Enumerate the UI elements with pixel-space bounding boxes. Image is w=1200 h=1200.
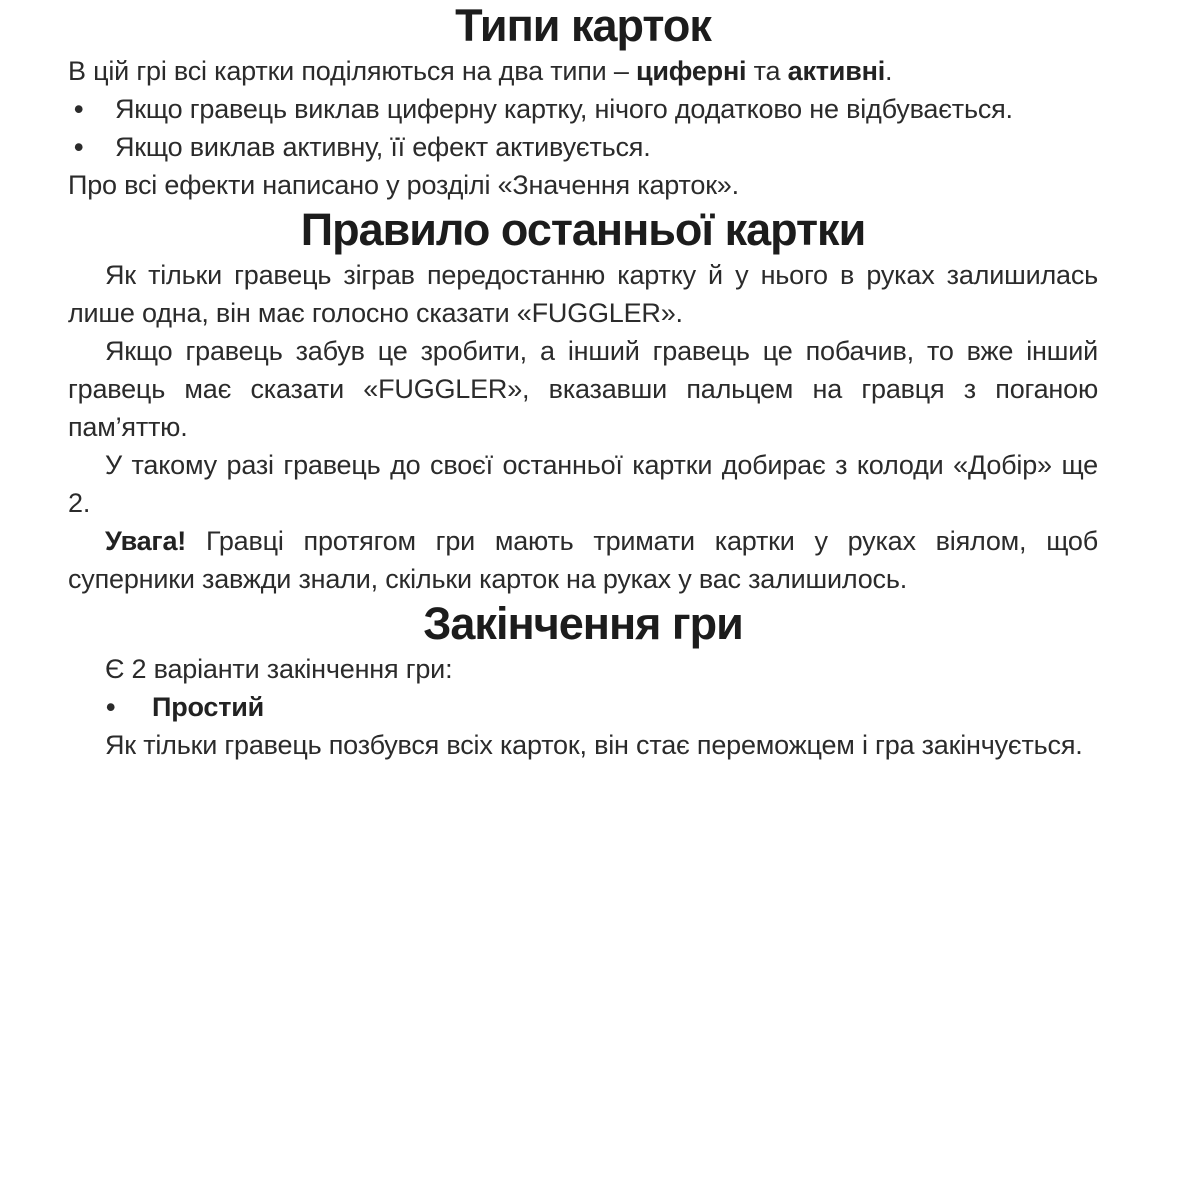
option-simple-label: Простий bbox=[152, 692, 265, 722]
game-end-lead-in: Є 2 варіанти закінчення гри: bbox=[105, 654, 453, 684]
section-title-game-end: Закінчення гри bbox=[423, 598, 743, 649]
bullet-icon: • bbox=[106, 692, 116, 722]
last-card-paragraph-3: У такому разі гравець до своєї останньої картки добирає з колоди «Добір» ще 2. bbox=[68, 450, 1098, 518]
section-title-last-card-rule: Правило останньої картки bbox=[300, 204, 866, 255]
last-card-paragraph-1: Як тільки гравець зіграв передостанню картку й у нього в руках залишилась лише одна, він має голосно сказати «FUGGLER». bbox=[68, 260, 1098, 328]
bullet-icon: • bbox=[74, 132, 84, 162]
attention-label: Увага! bbox=[105, 526, 187, 556]
intro-suffix: . bbox=[885, 56, 893, 86]
bullet-text-active-card: Якщо виклав активну, її ефект активується. bbox=[115, 132, 651, 162]
list-item bbox=[68, 90, 1098, 128]
card-type-numeric-term: циферні bbox=[635, 56, 747, 86]
last-card-paragraph-2: Якщо гравець забув це зробити, а інший гравець це побачив, то вже інший гравець має сказати «FUGGLER», вказавши пальцем на гравця з поганою пам’яттю. bbox=[68, 336, 1098, 442]
game-end-body: Як тільки гравець позбувся всіх карток, він стає переможцем і гра закінчується. bbox=[105, 730, 1083, 760]
card-types-outro: Про всі ефекти написано у розділі «Значення карток». bbox=[68, 170, 739, 200]
list-item bbox=[68, 128, 1098, 166]
intro-text-prefix: В цій грі всі картки поділяються на два типи – bbox=[68, 56, 636, 86]
game-end-option-simple bbox=[68, 688, 1098, 726]
card-types-intro bbox=[68, 52, 1098, 90]
card-types-bullet-list bbox=[68, 90, 1098, 166]
attention-note bbox=[68, 522, 1098, 598]
section-title-card-types: Типи карток bbox=[455, 0, 711, 51]
bullet-icon: • bbox=[74, 94, 84, 124]
attention-text: Гравці протягом гри мають тримати картки у руках віялом, щоб суперники завжди знали, скільки карток на руках у вас залишилось. bbox=[68, 526, 1098, 594]
intro-conjunction: та bbox=[746, 56, 788, 86]
card-type-active-term: активні bbox=[787, 56, 886, 86]
bullet-text-numeric-card: Якщо гравець виклав циферну картку, нічого додатково не відбувається. bbox=[115, 94, 1013, 124]
